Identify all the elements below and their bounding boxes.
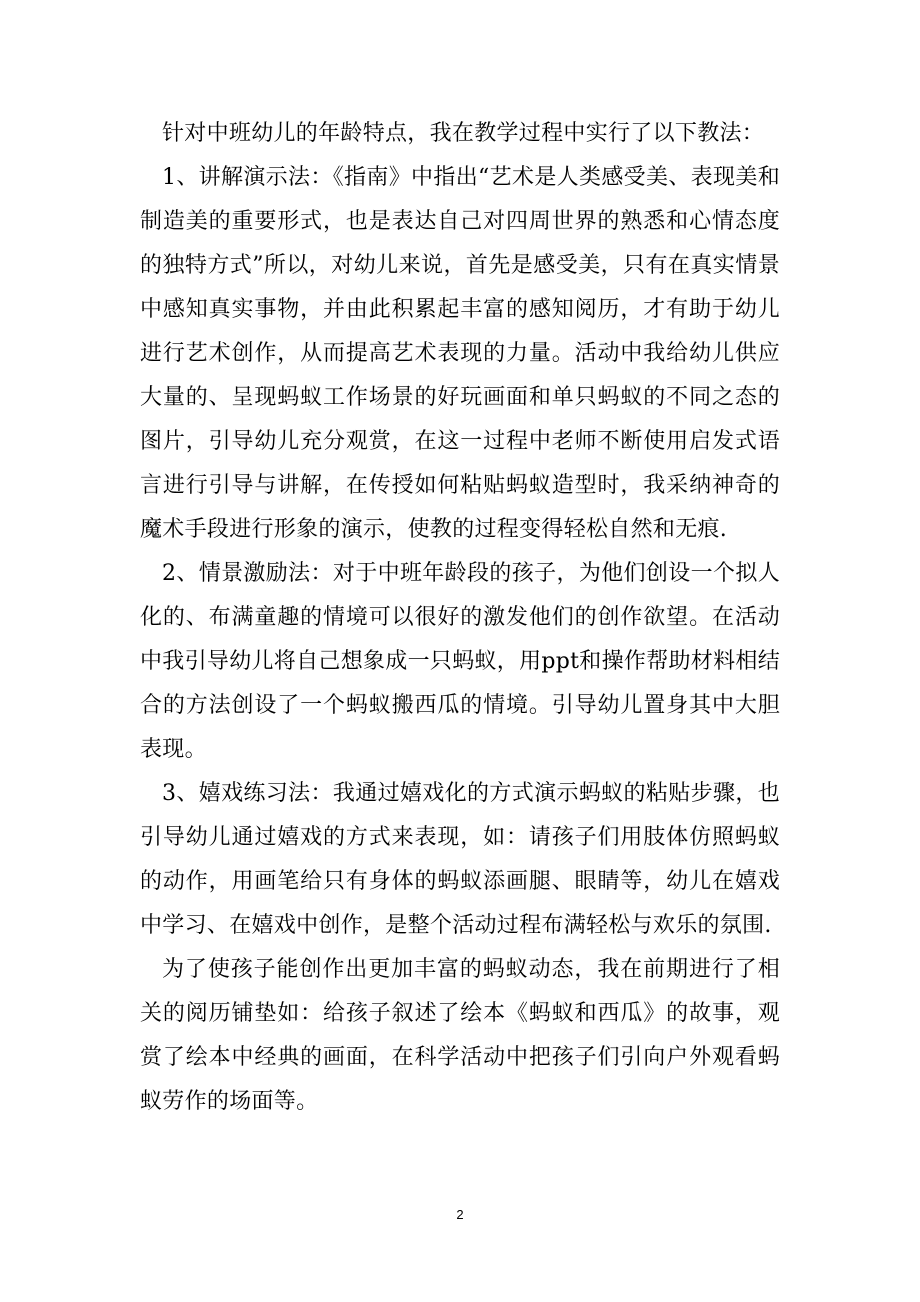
- page-number: 2: [456, 1207, 464, 1222]
- paragraph-intro: 针对中班幼儿的年龄特点，我在教学过程中实行了以下教法：: [162, 121, 765, 146]
- paragraph-method-2: 2、情景激励法：对于中班年龄段的孩子，为他们创设一个拟人化的、布满童趣的情境可以很好的激发他们的创作欲望。在活动中我引导幼儿将自己想象成一只蚂蚁，用ppt和操作帮助材料相结合的方法创设了一个蚂蚁搬西瓜的情境。引导幼儿置身其中大胆表现。: [140, 561, 781, 762]
- paragraph-conclusion: 为了使孩子能创作出更加丰富的蚂蚁动态，我在前期进行了相关的阅历铺垫如：给孩子叙述了绘本《蚂蚁和西瓜》的故事，观赏了绘本中经典的画面，在科学活动中把孩子们引向户外观看蚂蚁劳作的场面等。: [140, 957, 780, 1114]
- paragraph-method-1: 1、讲解演示法：《指南》中指出“艺术是人类感受美、表现美和制造美的重要形式，也是表达自己对四周世界的熟悉和心情态度的独特方式”所以，对幼儿来说，首先是感受美，只有在真实情景中感知真实事物，并由此积累起丰富的感知阅历，才有助于幼儿进行艺术创作，从而提高艺术表现的力量。活动中我给幼儿供应大量的、呈现蚂蚁工作场景的好玩画面和单只蚂蚁的不同之态的图片，引导幼儿充分观赏，在这一过程中老师不断使用启发式语言进行引导与讲解，在传授如何粘贴蚂蚁造型时，我采纳神奇的魔术手段进行形象的演示，使教的过程变得轻松自然和无痕.: [140, 165, 780, 542]
- paragraph-method-3: 3、嬉戏练习法：我通过嬉戏化的方式演示蚂蚁的粘贴步骤，也引导幼儿通过嬉戏的方式来表现，如：请孩子们用肢体仿照蚂蚁的动作，用画笔给只有身体的蚂蚁添画腿、眼睛等，幼儿在嬉戏中学习、在嬉戏中创作，是整个活动过程布满轻松与欢乐的氛围.: [140, 781, 780, 938]
- document-body: [140, 112, 780, 1124]
